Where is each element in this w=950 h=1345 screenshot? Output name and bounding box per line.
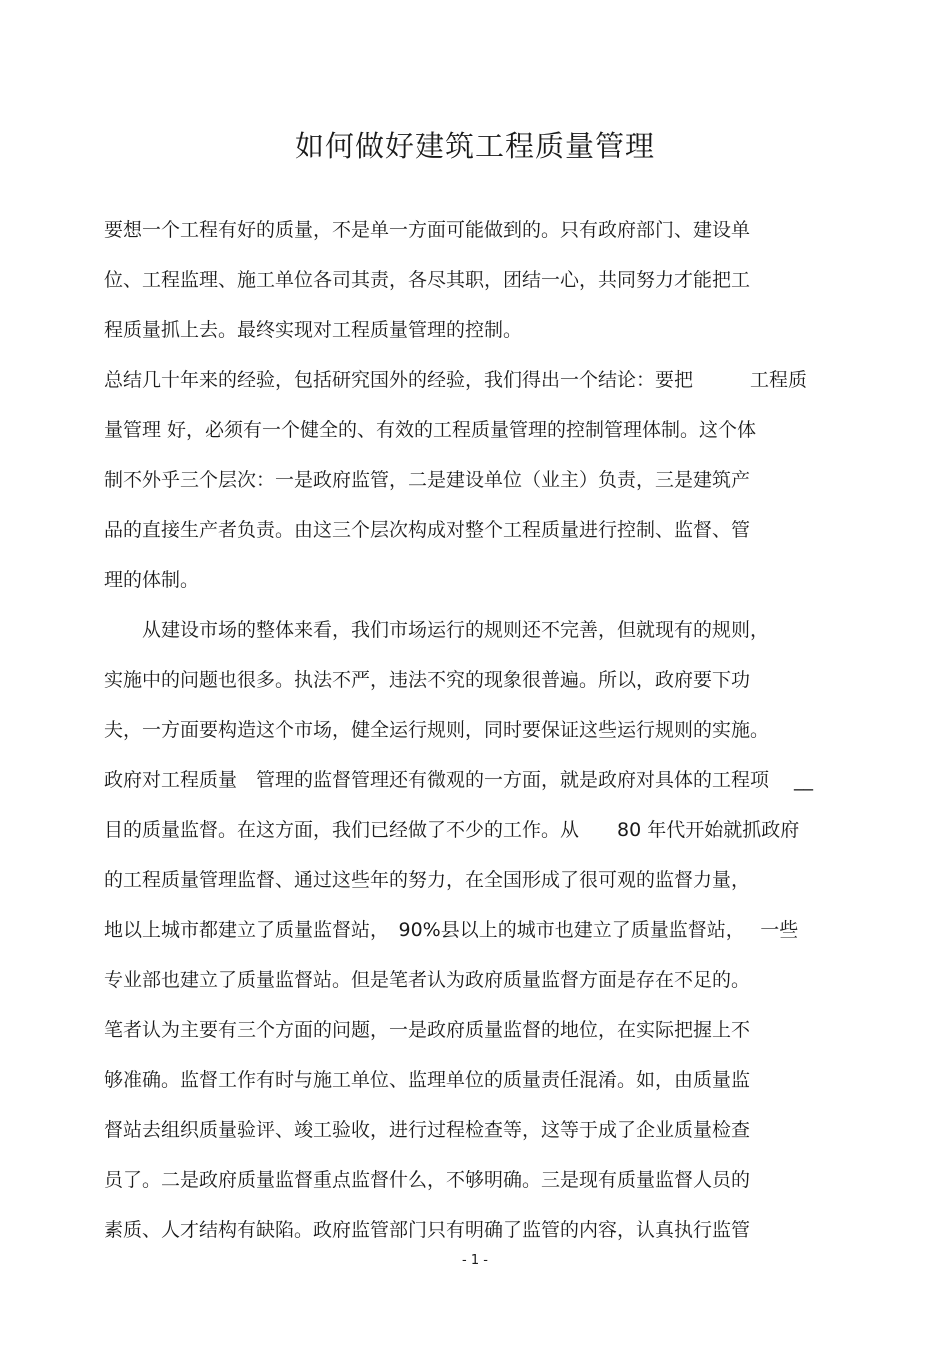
text-line: 员了。二是政府质量监督重点监督什么，不够明确。三是现有质量监督人员的 <box>104 1169 751 1191</box>
text-line: 要想一个工程有好的质量，不是单一方面可能做到的。只有政府部门、建设单 <box>104 219 751 241</box>
text-line: 程质量抓上去。最终实现对工程质量管理的控制。 <box>104 319 523 341</box>
text-line: 位、工程监理、施工单位各司其责，各尽其职，团结一心，共同努力才能把工 <box>104 269 751 291</box>
text-line: 理的体制。 <box>104 569 200 591</box>
text-line: 政府对工程质量 管理的监督管理还有微观的一方面，就是政府对具体的工程项 __ <box>104 769 814 791</box>
text-line: 从建设市场的整体来看，我们市场运行的规则还不完善，但就现有的规则， <box>104 619 770 641</box>
text-line: 够准确。监督工作有时与施工单位、监理单位的质量责任混淆。如，由质量监 <box>104 1069 751 1091</box>
text-line: 夫，一方面要构造这个市场，健全运行规则，同时要保证这些运行规则的实施。 <box>104 719 770 741</box>
text-line: 目的质量监督。在这方面，我们已经做了不少的工作。从 80 年代开始就抓政府 <box>104 819 800 841</box>
page-number: - 1 - <box>462 1253 488 1268</box>
text-line: 的工程质量管理监督、通过这些年的努力，在全国形成了很可观的监督力量， <box>104 869 751 891</box>
text-line: 地以上城市都建立了质量监督站， 90%县以上的城市也建立了质量监督站， 一些 <box>104 919 799 941</box>
text-line: 专业部也建立了质量监督站。但是笔者认为政府质量监督方面是存在不足的。 <box>104 969 751 991</box>
text-line: 素质、人才结构有缺陷。政府监管部门只有明确了监管的内容，认真执行监管 <box>104 1219 751 1241</box>
text-line: 笔者认为主要有三个方面的问题，一是政府质量监督的地位，在实际把握上不 <box>104 1019 751 1041</box>
text-line: 制不外乎三个层次：一是政府监管，二是建设单位（业主）负责，三是建筑产 <box>104 469 751 491</box>
text-line: 品的直接生产者负责。由这三个层次构成对整个工程质量进行控制、监督、管 <box>104 519 751 541</box>
text-line: 实施中的问题也很多。执法不严，违法不究的现象很普遍。所以，政府要下功 <box>104 669 751 691</box>
document-title: 如何做好建筑工程质量管理 <box>294 129 655 163</box>
text-line: 量管理 好，必须有一个健全的、有效的工程质量管理的控制管理体制。这个体 <box>104 419 757 441</box>
text-line: 督站去组织质量验评、竣工验收，进行过程检查等，这等于成了企业质量检查 <box>104 1119 751 1141</box>
text-line: 总结几十年来的经验，包括研究国外的经验，我们得出一个结论：要把 工程质 <box>104 369 808 391</box>
